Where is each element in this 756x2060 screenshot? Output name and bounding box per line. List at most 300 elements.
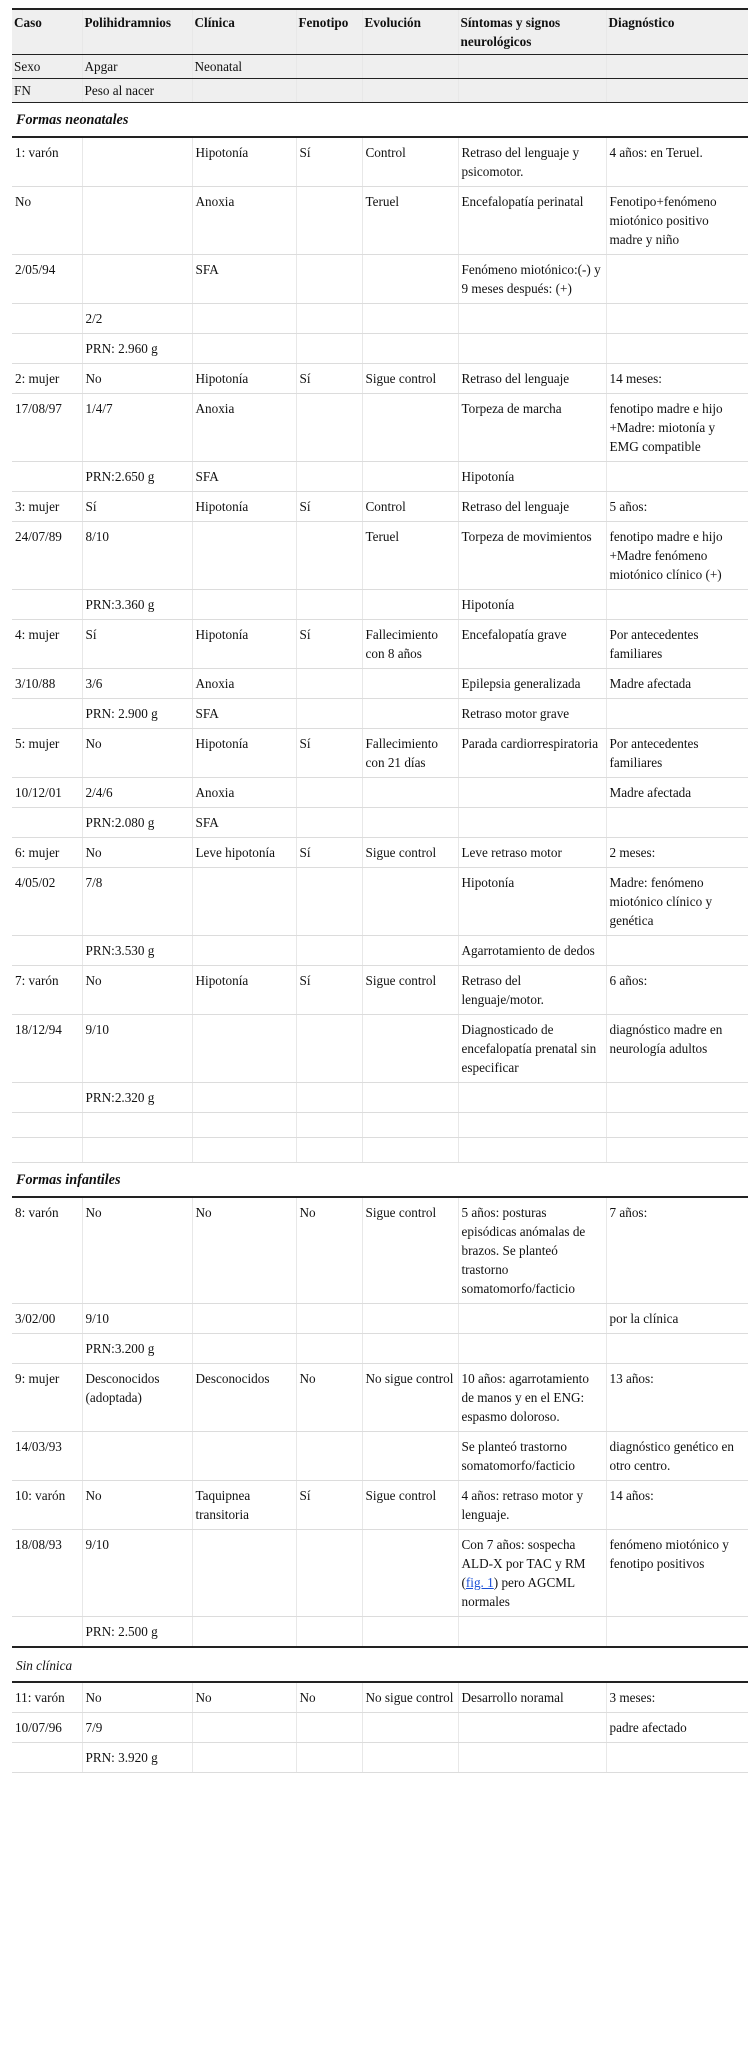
table-cell: SFA (192, 255, 296, 304)
table-cell (296, 1432, 362, 1481)
table-cell (82, 137, 192, 187)
table-cell: fenotipo madre e hijo +Madre: miotonía y EMG compatible (606, 394, 748, 462)
cases-table (12, 8, 748, 1773)
table-cell: Retraso del lenguaje/motor. (458, 966, 606, 1015)
section-title: Formas infantiles (12, 1163, 748, 1198)
table-cell (458, 304, 606, 334)
table-row (12, 1015, 748, 1083)
table-row (12, 1432, 748, 1481)
table-cell: 3/10/88 (12, 669, 82, 699)
table-cell (606, 1743, 748, 1773)
table-cell: 2: mujer (12, 364, 82, 394)
table-cell: No (82, 838, 192, 868)
table-cell: Hipotonía (192, 137, 296, 187)
table-cell: Madre afectada (606, 778, 748, 808)
table-cell (296, 1617, 362, 1648)
table-cell (296, 187, 362, 255)
table-cell: 8/10 (82, 522, 192, 590)
table-cell (362, 778, 458, 808)
table-cell (296, 1015, 362, 1083)
table-cell: Torpeza de marcha (458, 394, 606, 462)
table-cell: Encefalopatía grave (458, 620, 606, 669)
header-cell: Apgar (82, 55, 192, 79)
table-cell (296, 699, 362, 729)
empty-cell (458, 1113, 606, 1138)
table-row (12, 1304, 748, 1334)
header-cell: Diagnóstico (606, 9, 748, 55)
table-cell: 18/08/93 (12, 1530, 82, 1617)
table-cell (82, 255, 192, 304)
table-cell (362, 304, 458, 334)
table-cell: Retraso motor grave (458, 699, 606, 729)
table-cell: No (296, 1682, 362, 1713)
table-cell: Desconocidos (adoptada) (82, 1364, 192, 1432)
table-cell: Diagnosticado de encefalopatía prenatal sin especificar (458, 1015, 606, 1083)
table-cell (296, 394, 362, 462)
table-cell: PRN: 2.500 g (82, 1617, 192, 1648)
table-cell (362, 394, 458, 462)
table-cell (606, 1334, 748, 1364)
table-cell (362, 699, 458, 729)
table-cell (192, 1083, 296, 1113)
table-row (12, 304, 748, 334)
table-cell (362, 1304, 458, 1334)
table-cell: No (192, 1197, 296, 1304)
table-cell: No (192, 1682, 296, 1713)
header-cell (192, 79, 296, 103)
table-cell (12, 1617, 82, 1648)
table-cell: 3/02/00 (12, 1304, 82, 1334)
table-cell: Hipotonía (458, 590, 606, 620)
table-cell: PRN:2.320 g (82, 1083, 192, 1113)
table-body (12, 103, 748, 1773)
table-row (12, 838, 748, 868)
table-row (12, 778, 748, 808)
table-row (12, 1364, 748, 1432)
empty-cell (606, 1138, 748, 1163)
table-cell: Sí (296, 364, 362, 394)
table-cell: 2/4/6 (82, 778, 192, 808)
table-cell: SFA (192, 808, 296, 838)
table-cell: 7: varón (12, 966, 82, 1015)
table-cell: Epilepsia generalizada (458, 669, 606, 699)
table-row (12, 1682, 748, 1713)
table-row (12, 1083, 748, 1113)
table-cell: Agarrotamiento de dedos (458, 936, 606, 966)
table-cell: No (82, 364, 192, 394)
table-cell (192, 304, 296, 334)
header-cell: Peso al nacer (82, 79, 192, 103)
header-row (12, 79, 748, 103)
table-cell (296, 255, 362, 304)
table-cell: Sigue control (362, 364, 458, 394)
table-row (12, 187, 748, 255)
table-cell: 5 años: (606, 492, 748, 522)
table-cell (296, 936, 362, 966)
table-cell (362, 1713, 458, 1743)
table-cell: 10/07/96 (12, 1713, 82, 1743)
table-cell: 7 años: (606, 1197, 748, 1304)
header-cell: Fenotipo (296, 9, 362, 55)
table-cell: 17/08/97 (12, 394, 82, 462)
table-cell: 3: mujer (12, 492, 82, 522)
table-cell (296, 334, 362, 364)
table-cell (362, 808, 458, 838)
table-cell: 2/05/94 (12, 255, 82, 304)
table-cell: por la clínica (606, 1304, 748, 1334)
table-row (12, 699, 748, 729)
table-cell (192, 868, 296, 936)
table-cell: Hipotonía (192, 364, 296, 394)
table-row (12, 808, 748, 838)
table-cell: 2/2 (82, 304, 192, 334)
table-cell: Por antecedentes familiares (606, 729, 748, 778)
table-cell: 5: mujer (12, 729, 82, 778)
table-cell: Por antecedentes familiares (606, 620, 748, 669)
table-cell: padre afectado (606, 1713, 748, 1743)
cell-text: ) pero AGCML normales (461, 1575, 575, 1609)
table-cell (192, 936, 296, 966)
table-cell: PRN:3.530 g (82, 936, 192, 966)
table-cell: 3/6 (82, 669, 192, 699)
spacer-row (12, 1113, 748, 1138)
table-cell: No (12, 187, 82, 255)
table-cell: 13 años: (606, 1364, 748, 1432)
table-cell (12, 699, 82, 729)
table-cell: 10 años: agarrotamiento de manos y en el ENG: espasmo doloroso. (458, 1364, 606, 1432)
section-header-row (12, 103, 748, 138)
table-cell: 18/12/94 (12, 1015, 82, 1083)
table-row (12, 868, 748, 936)
header-cell: Evolución (362, 9, 458, 55)
header-row (12, 55, 748, 79)
table-cell: 8: varón (12, 1197, 82, 1304)
table-cell: Anoxia (192, 394, 296, 462)
table-row (12, 394, 748, 462)
table-cell (192, 522, 296, 590)
empty-cell (12, 1113, 82, 1138)
table-cell: Desarrollo noramal (458, 1682, 606, 1713)
table-cell: PRN: 3.920 g (82, 1743, 192, 1773)
table-cell (362, 1083, 458, 1113)
table-cell (362, 590, 458, 620)
empty-cell (296, 1138, 362, 1163)
table-cell: Hipotonía (458, 868, 606, 936)
table-cell: No (82, 966, 192, 1015)
table-row (12, 364, 748, 394)
table-cell: Sigue control (362, 1197, 458, 1304)
table-row (12, 462, 748, 492)
table-cell: 14 años: (606, 1481, 748, 1530)
table-cell: Sigue control (362, 1481, 458, 1530)
table-cell: Leve hipotonía (192, 838, 296, 868)
table-cell: 4/05/02 (12, 868, 82, 936)
table-cell (362, 1617, 458, 1648)
table-cell: No (82, 729, 192, 778)
table-cell (82, 1432, 192, 1481)
cell-text: Con 7 años: sospecha ALD-X por TAC y RM ( (461, 1537, 586, 1590)
table-cell: No sigue control (362, 1682, 458, 1713)
table-cell: 11: varón (12, 1682, 82, 1713)
table-cell (362, 334, 458, 364)
empty-cell (606, 1113, 748, 1138)
table-row (12, 137, 748, 187)
section-title: Sin clínica (12, 1647, 748, 1682)
table-row (12, 669, 748, 699)
table-cell (296, 1713, 362, 1743)
table-cell (192, 1432, 296, 1481)
table-cell: 14/03/93 (12, 1432, 82, 1481)
table-row (12, 1481, 748, 1530)
table-cell: Anoxia (192, 669, 296, 699)
header-cell: FN (12, 79, 82, 103)
table-cell (458, 1530, 606, 1617)
table-cell (12, 1083, 82, 1113)
empty-cell (458, 1138, 606, 1163)
table-cell: Sí (296, 729, 362, 778)
table-cell (296, 462, 362, 492)
empty-cell (82, 1138, 192, 1163)
section-header-row (12, 1647, 748, 1682)
table-cell: 10: varón (12, 1481, 82, 1530)
table-cell (362, 1432, 458, 1481)
table-cell: Hipotonía (458, 462, 606, 492)
table-cell (192, 1713, 296, 1743)
table-cell: Sí (296, 492, 362, 522)
table-cell (606, 304, 748, 334)
header-cell: Caso (12, 9, 82, 55)
table-cell (296, 1083, 362, 1113)
table-cell (192, 1304, 296, 1334)
table-cell: Se planteó trastorno somatomorfo/facticio (458, 1432, 606, 1481)
table-row (12, 492, 748, 522)
table-row (12, 522, 748, 590)
table-cell: 4: mujer (12, 620, 82, 669)
table-row (12, 936, 748, 966)
table-cell: Teruel (362, 522, 458, 590)
table-cell: Desconocidos (192, 1364, 296, 1432)
table-cell (296, 778, 362, 808)
table-cell: PRN:3.200 g (82, 1334, 192, 1364)
table-cell: No (82, 1682, 192, 1713)
table-cell (296, 868, 362, 936)
table-cell: Sí (82, 492, 192, 522)
header-cell (296, 79, 362, 103)
table-cell (12, 462, 82, 492)
table-row (12, 590, 748, 620)
table-cell: PRN: 2.960 g (82, 334, 192, 364)
table-cell: fenómeno miotónico y fenotipo positivos (606, 1530, 748, 1617)
table-cell: Control (362, 492, 458, 522)
table-row (12, 966, 748, 1015)
table-row (12, 1743, 748, 1773)
table-cell: Retraso del lenguaje (458, 364, 606, 394)
table-cell: Retraso del lenguaje (458, 492, 606, 522)
table-cell: Encefalopatía perinatal (458, 187, 606, 255)
table-cell: 6 años: (606, 966, 748, 1015)
table-cell (296, 669, 362, 699)
table-cell: Fenotipo+fenómeno miotónico positivo madre y niño (606, 187, 748, 255)
table-cell (296, 1530, 362, 1617)
table-row (12, 1530, 748, 1617)
table-row (12, 1617, 748, 1648)
table-cell (362, 868, 458, 936)
table-cell (192, 1015, 296, 1083)
table-cell: Parada cardiorrespiratoria (458, 729, 606, 778)
table-cell: Madre: fenómeno miotónico clínico y genética (606, 868, 748, 936)
table-cell: PRN:2.080 g (82, 808, 192, 838)
table-cell (606, 462, 748, 492)
table-cell: 9/10 (82, 1304, 192, 1334)
table-cell: Sí (296, 966, 362, 1015)
table-cell: Retraso del lenguaje y psicomotor. (458, 137, 606, 187)
table-cell (362, 669, 458, 699)
table-cell: PRN:3.360 g (82, 590, 192, 620)
table-cell: Fenómeno miotónico:(-) y 9 meses después: (+) (458, 255, 606, 304)
table-cell (606, 1617, 748, 1648)
table-cell: 9/10 (82, 1530, 192, 1617)
table-cell: 10/12/01 (12, 778, 82, 808)
table-cell (606, 334, 748, 364)
table-cell (458, 1083, 606, 1113)
header-cell: Neonatal (192, 55, 296, 79)
table-cell: Madre afectada (606, 669, 748, 699)
table-cell (606, 1083, 748, 1113)
table-cell: Hipotonía (192, 966, 296, 1015)
table-cell (458, 1304, 606, 1334)
table-cell (362, 1015, 458, 1083)
table-row (12, 334, 748, 364)
table-cell (296, 590, 362, 620)
table-cell (12, 808, 82, 838)
empty-cell (296, 1113, 362, 1138)
table-cell: SFA (192, 699, 296, 729)
table-cell: 14 meses: (606, 364, 748, 394)
table-cell: SFA (192, 462, 296, 492)
header-cell (458, 55, 606, 79)
table-cell (606, 808, 748, 838)
table-cell (192, 1743, 296, 1773)
table-cell (362, 936, 458, 966)
table-cell: 9: mujer (12, 1364, 82, 1432)
table-cell: 2 meses: (606, 838, 748, 868)
spacer-row (12, 1138, 748, 1163)
table-cell: Torpeza de movimientos (458, 522, 606, 590)
header-cell: Polihidramnios (82, 9, 192, 55)
table-cell (362, 1743, 458, 1773)
table-cell (458, 334, 606, 364)
table-cell: No sigue control (362, 1364, 458, 1432)
table-cell: PRN: 2.900 g (82, 699, 192, 729)
empty-cell (362, 1138, 458, 1163)
header-cell (362, 79, 458, 103)
header-cell (296, 55, 362, 79)
table-cell: Sigue control (362, 966, 458, 1015)
header-cell (606, 79, 748, 103)
table-row (12, 255, 748, 304)
table-cell (192, 1334, 296, 1364)
table-cell: 6: mujer (12, 838, 82, 868)
table-cell: 3 meses: (606, 1682, 748, 1713)
table-cell (606, 255, 748, 304)
table-cell: Teruel (362, 187, 458, 255)
header-cell: Sexo (12, 55, 82, 79)
table-cell (12, 304, 82, 334)
table-cell (12, 334, 82, 364)
table-cell: Taquipnea transitoria (192, 1481, 296, 1530)
table-cell (458, 1713, 606, 1743)
table-cell: 4 años: retraso motor y lenguaje. (458, 1481, 606, 1530)
table-cell: PRN:2.650 g (82, 462, 192, 492)
table-row (12, 1713, 748, 1743)
table-cell (458, 1617, 606, 1648)
table-cell (296, 808, 362, 838)
table-cell: 7/8 (82, 868, 192, 936)
table-cell: Fallecimiento con 21 días (362, 729, 458, 778)
table-cell (12, 1743, 82, 1773)
table-cell: Sí (296, 137, 362, 187)
table-cell (296, 1334, 362, 1364)
table-row (12, 620, 748, 669)
table-cell (12, 936, 82, 966)
empty-cell (12, 1138, 82, 1163)
table-cell (458, 778, 606, 808)
table-cell (82, 187, 192, 255)
table-cell: Sí (296, 620, 362, 669)
header-cell (458, 79, 606, 103)
table-cell: 5 años: posturas episódicas anómalas de brazos. Se planteó trastorno somatomorfo/facticio (458, 1197, 606, 1304)
table-cell (192, 590, 296, 620)
table-cell: 24/07/89 (12, 522, 82, 590)
table-cell: 1: varón (12, 137, 82, 187)
table-cell: 4 años: en Teruel. (606, 137, 748, 187)
table-cell: 1/4/7 (82, 394, 192, 462)
table-cell: No (296, 1197, 362, 1304)
table-cell (296, 304, 362, 334)
table-cell (362, 1334, 458, 1364)
empty-cell (192, 1138, 296, 1163)
table-cell (362, 462, 458, 492)
table-cell (458, 1743, 606, 1773)
section-title: Formas neonatales (12, 103, 748, 138)
table-cell: fenotipo madre e hijo +Madre fenómeno miotónico clínico (+) (606, 522, 748, 590)
table-cell: No (296, 1364, 362, 1432)
table-cell (192, 334, 296, 364)
table-cell (296, 1304, 362, 1334)
table-cell (606, 699, 748, 729)
table-cell: Anoxia (192, 187, 296, 255)
table-cell (606, 590, 748, 620)
figure-link[interactable]: fig. 1 (465, 1575, 494, 1590)
table-cell: 9/10 (82, 1015, 192, 1083)
table-cell (296, 1743, 362, 1773)
header-cell: Síntomas y signos neurológicos (458, 9, 606, 55)
table-cell: 7/9 (82, 1713, 192, 1743)
table-row (12, 1197, 748, 1304)
table-cell (296, 522, 362, 590)
header-cell: Clínica (192, 9, 296, 55)
table-cell (606, 936, 748, 966)
table-cell (12, 590, 82, 620)
empty-cell (362, 1113, 458, 1138)
table-cell: Fallecimiento con 8 años (362, 620, 458, 669)
table-cell: Hipotonía (192, 729, 296, 778)
table-cell (458, 808, 606, 838)
table-cell (192, 1617, 296, 1648)
header-cell (362, 55, 458, 79)
table-cell: Leve retraso motor (458, 838, 606, 868)
empty-cell (192, 1113, 296, 1138)
